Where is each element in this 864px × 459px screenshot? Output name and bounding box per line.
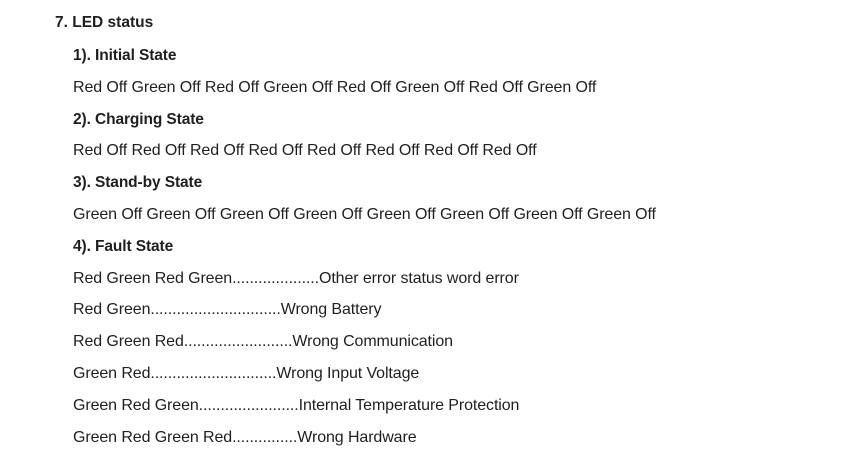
fault-code-wrong-hardware: Green Red Green Red...............Wrong Hardware — [73, 428, 417, 446]
fault-code-wrong-communication: Red Green Red.........................Wrong Communication — [73, 333, 453, 351]
fault-code-other-error: Red Green Red Green....................Other error status word error — [73, 269, 519, 287]
fault-code-wrong-battery: Red Green..............................Wrong Battery — [73, 301, 382, 319]
section-heading-charging-state: 2). Charging State — [73, 110, 204, 128]
document-content — [73, 40, 864, 453]
led-sequence-initial-state: Red Off Green Off Red Off Green Off Red Off Green Off Red Off Green Off — [73, 78, 597, 96]
fault-code-internal-temperature-protection: Green Red Green.......................Internal Temperature Protection — [73, 396, 520, 414]
fault-code-wrong-input-voltage: Green Red.............................Wrong Input Voltage — [73, 364, 420, 382]
led-sequence-charging-state: Red Off Red Off Red Off Red Off Red Off Red Off Red Off Red Off — [73, 142, 537, 160]
section-heading-fault-state: 4). Fault State — [73, 237, 174, 255]
section-heading-standby-state: 3). Stand-by State — [73, 174, 203, 192]
page-title: 7. LED status — [55, 14, 154, 31]
led-sequence-standby-state: Green Off Green Off Green Off Green Off Green Off Green Off Green Off Green Off — [73, 205, 656, 223]
section-heading-initial-state: 1). Initial State — [73, 47, 177, 64]
